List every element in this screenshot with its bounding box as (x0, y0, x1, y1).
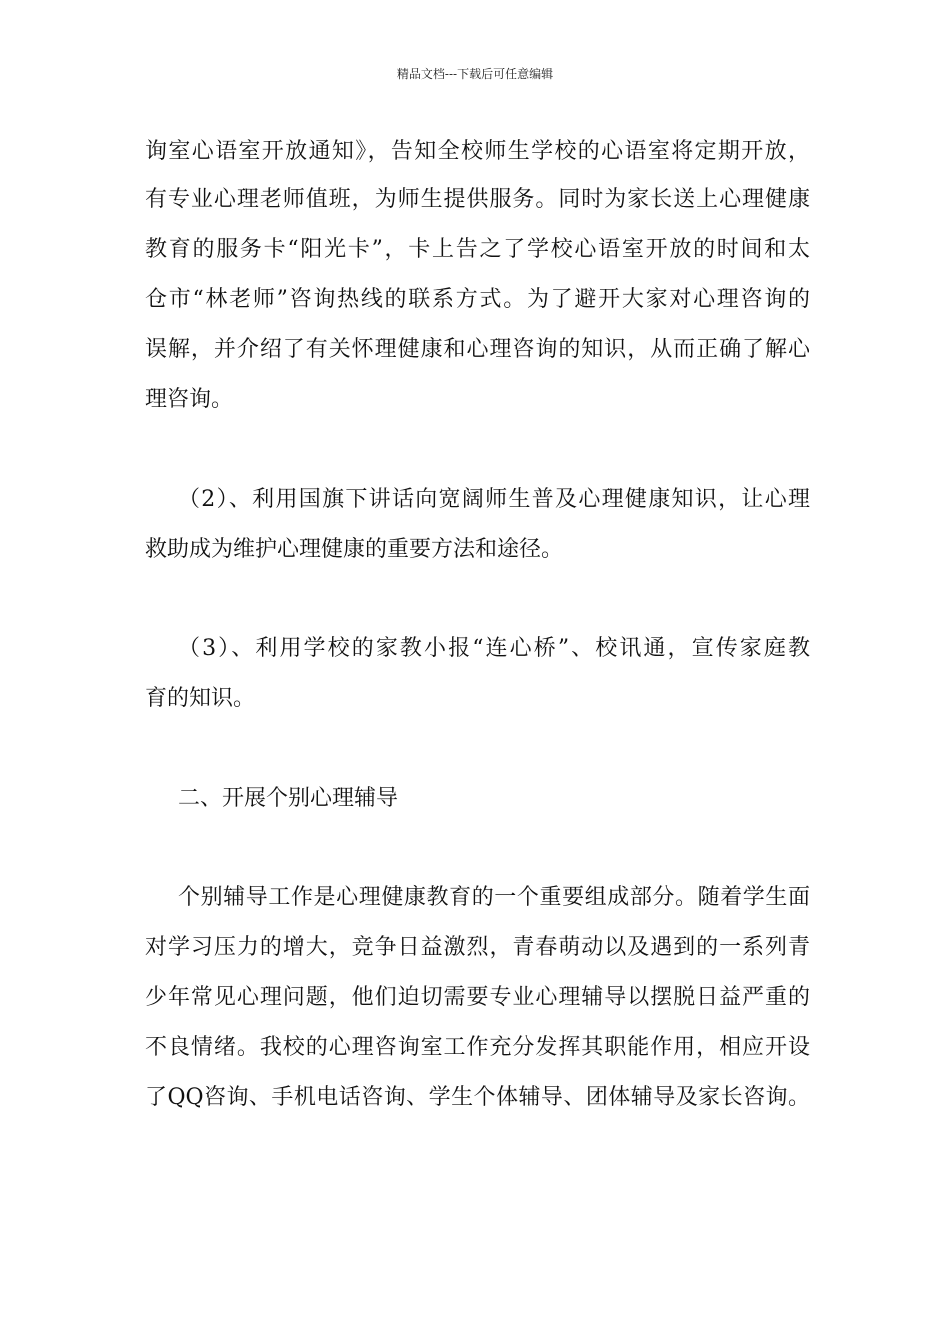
paragraph-line: 教育的服务卡“阳光卡”，卡上告之了学校心语室开放的时间和太 (145, 237, 810, 262)
paragraph-line: （2）、利用国旗下讲话向宽阔师生普及心理健康知识，让心理 (178, 487, 810, 512)
paragraph-line: 救助成为维护心理健康的重要方法和途径。 (145, 537, 564, 562)
paragraph-line: 少年常见心理问题，他们迫切需要专业心理辅导以摆脱日益严重的 (145, 985, 810, 1010)
paragraph-line: 不良情绪。我校的心理咨询室工作充分发挥其职能作用，相应开设 (145, 1035, 810, 1060)
paragraph-line: 了QQ咨询、手机电话咨询、学生个体辅导、团体辅导及家长咨询。 (145, 1085, 810, 1110)
paragraph-line: 询室心语室开放通知》，告知全校师生学校的心语室将定期开放， (145, 139, 810, 164)
paragraph-line: 育的知识。 (145, 686, 256, 711)
paragraph-line: 个别辅导工作是心理健康教育的一个重要组成部分。随着学生面 (178, 885, 810, 910)
paragraph-line: 对学习压力的增大，竞争日益激烈，青春萌动以及遇到的一系列青 (145, 935, 810, 960)
paragraph-line: 有专业心理老师值班，为师生提供服务。同时为家长送上心理健康 (145, 187, 810, 212)
section-heading: 二、开展个别心理辅导 (178, 786, 399, 811)
paragraph-line: （3）、利用学校的家教小报“连心桥”、校讯通，宣传家庭教 (178, 636, 810, 661)
paragraph-line: 理咨询。 (145, 387, 234, 412)
page-header: 精品文档---下载后可任意编辑 (396, 67, 554, 81)
paragraph-line: 仓市“林老师”咨询热线的联系方式。为了避开大家对心理咨询的 (145, 287, 810, 312)
paragraph-line: 误解，并介绍了有关怀理健康和心理咨询的知识，从而正确了解心 (145, 337, 810, 362)
